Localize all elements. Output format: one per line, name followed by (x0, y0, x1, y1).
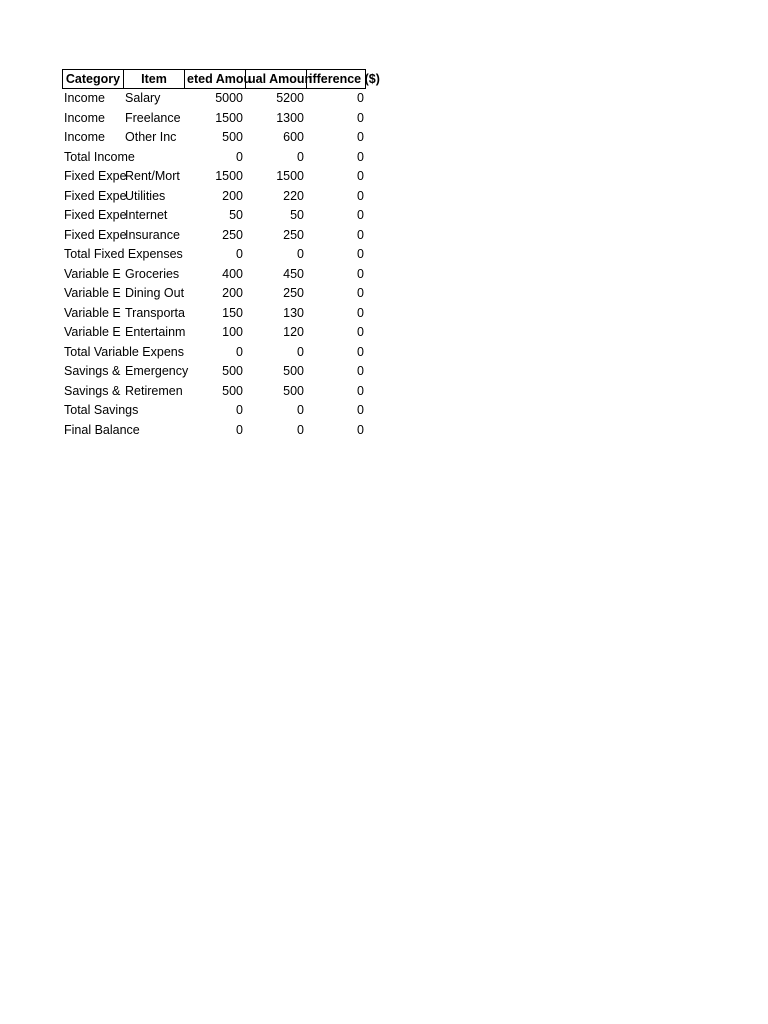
cell-difference[interactable]: 0 (357, 403, 364, 417)
cell-actual[interactable]: 120 (283, 325, 304, 339)
cell-item[interactable]: Rent/Mort (125, 169, 180, 183)
cell-item[interactable]: Internet (125, 208, 168, 222)
cell-actual[interactable]: 0 (297, 422, 304, 437)
cell-actual[interactable]: 250 (283, 286, 304, 300)
table-row (62, 323, 366, 343)
cell-category[interactable]: Income (64, 130, 105, 144)
cell-difference[interactable]: 0 (357, 208, 364, 222)
cell-difference[interactable]: 0 (357, 247, 364, 261)
header-cell-budgeted[interactable]: eted Amou (184, 69, 245, 89)
cell-item[interactable]: Retiremen (125, 383, 183, 398)
cell-category[interactable]: Total Fixed Expenses (64, 247, 183, 261)
cell-category[interactable]: Final Balance (64, 422, 140, 437)
table-row (62, 206, 366, 226)
header-cell-item[interactable]: Item (123, 69, 184, 89)
table-row (62, 89, 366, 109)
cell-category[interactable]: Fixed Expe (64, 227, 127, 242)
cell-category[interactable]: Variable E (64, 286, 121, 300)
cell-category[interactable]: Total Income (64, 149, 135, 164)
cell-difference[interactable]: 0 (357, 110, 364, 125)
cell-actual[interactable]: 5200 (276, 91, 304, 105)
cell-category[interactable]: Income (64, 110, 105, 125)
cell-category[interactable]: Income (64, 91, 105, 105)
cell-budgeted[interactable]: 500 (222, 130, 243, 144)
table-row (62, 382, 366, 402)
cell-actual[interactable]: 220 (283, 188, 304, 203)
table-row (62, 304, 366, 324)
table-body (62, 89, 366, 440)
header-cell-difference[interactable]: ifference ($) (306, 69, 366, 89)
cell-budgeted[interactable]: 150 (222, 305, 243, 320)
cell-budgeted[interactable]: 100 (222, 325, 243, 339)
cell-actual[interactable]: 0 (297, 149, 304, 164)
cell-category[interactable]: Savings & (64, 364, 121, 378)
cell-item[interactable]: Transporta (125, 305, 185, 320)
cell-difference[interactable]: 0 (357, 344, 364, 359)
cell-budgeted[interactable]: 200 (222, 286, 243, 300)
table-row (62, 245, 366, 265)
cell-item[interactable]: Other Inc (125, 130, 177, 144)
table-row (62, 362, 366, 382)
table-row (62, 343, 366, 363)
table-row (62, 109, 366, 129)
cell-item[interactable]: Insurance (125, 227, 180, 242)
cell-budgeted[interactable]: 400 (222, 266, 243, 281)
cell-category[interactable]: Total Variable Expens (64, 344, 184, 359)
cell-actual[interactable]: 600 (283, 130, 304, 144)
header-cell-actual[interactable]: ual Amoun (245, 69, 306, 89)
cell-category[interactable]: Fixed Expe (64, 169, 127, 183)
cell-item[interactable]: Utilities (125, 188, 166, 203)
table-row (62, 128, 366, 148)
cell-item[interactable]: Dining Out (125, 286, 185, 300)
cell-difference[interactable]: 0 (357, 91, 364, 105)
header-cell-category[interactable]: Category (62, 69, 123, 89)
cell-item[interactable]: Freelance (125, 110, 181, 125)
cell-actual[interactable]: 500 (283, 364, 304, 378)
cell-category[interactable]: Variable E (64, 325, 121, 339)
cell-budgeted[interactable]: 200 (222, 188, 243, 203)
cell-category[interactable]: Savings & (64, 383, 121, 398)
cell-difference[interactable]: 0 (357, 130, 364, 144)
cell-actual[interactable]: 500 (283, 383, 304, 398)
cell-budgeted[interactable]: 500 (222, 364, 243, 378)
cell-actual[interactable]: 0 (297, 403, 304, 417)
cell-category[interactable]: Fixed Expe (64, 188, 127, 203)
table-row (62, 421, 366, 441)
cell-budgeted[interactable]: 1500 (215, 110, 243, 125)
cell-category[interactable]: Variable E (64, 305, 121, 320)
cell-budgeted[interactable]: 1500 (215, 169, 243, 183)
cell-budgeted[interactable]: 0 (236, 247, 243, 261)
cell-budgeted[interactable]: 0 (236, 422, 243, 437)
cell-difference[interactable]: 0 (357, 383, 364, 398)
cell-item[interactable]: Salary (125, 91, 161, 105)
cell-actual[interactable]: 1300 (276, 110, 304, 125)
cell-item[interactable]: Groceries (125, 266, 180, 281)
cell-actual[interactable]: 130 (283, 305, 304, 320)
cell-difference[interactable]: 0 (357, 325, 364, 339)
cell-actual[interactable]: 50 (290, 208, 304, 222)
cell-difference[interactable]: 0 (357, 364, 364, 378)
cell-category[interactable]: Variable E (64, 266, 121, 281)
table-row (62, 401, 366, 421)
cell-difference[interactable]: 0 (357, 188, 364, 203)
cell-item[interactable]: Emergency (125, 364, 189, 378)
cell-difference[interactable]: 0 (357, 305, 364, 320)
cell-budgeted[interactable]: 0 (236, 344, 243, 359)
table-row (62, 265, 366, 285)
table-row (62, 167, 366, 187)
table-row (62, 187, 366, 207)
cell-difference[interactable]: 0 (357, 169, 364, 183)
cell-difference[interactable]: 0 (357, 149, 364, 164)
cell-actual[interactable]: 250 (283, 227, 304, 242)
cell-budgeted[interactable]: 50 (229, 208, 243, 222)
cell-actual[interactable]: 0 (297, 344, 304, 359)
cell-category[interactable]: Fixed Expe (64, 208, 127, 222)
budget-sheet (62, 69, 380, 440)
cell-budgeted[interactable]: 500 (222, 383, 243, 398)
cell-actual[interactable]: 0 (297, 247, 304, 261)
cell-difference[interactable]: 0 (357, 227, 364, 242)
cell-category[interactable]: Total Savings (64, 403, 139, 417)
cell-budgeted[interactable]: 250 (222, 227, 243, 242)
cell-difference[interactable]: 0 (357, 422, 364, 437)
cell-budgeted[interactable]: 5000 (215, 91, 243, 105)
cell-actual[interactable]: 1500 (276, 169, 304, 183)
cell-item[interactable]: Entertainm (125, 325, 186, 339)
table-row (62, 226, 366, 246)
header-row (62, 69, 380, 89)
cell-actual[interactable]: 450 (283, 266, 304, 281)
table-row (62, 284, 366, 304)
cell-difference[interactable]: 0 (357, 286, 364, 300)
cell-difference[interactable]: 0 (357, 266, 364, 281)
cell-budgeted[interactable]: 0 (236, 149, 243, 164)
table-row (62, 148, 366, 168)
cell-budgeted[interactable]: 0 (236, 403, 243, 417)
